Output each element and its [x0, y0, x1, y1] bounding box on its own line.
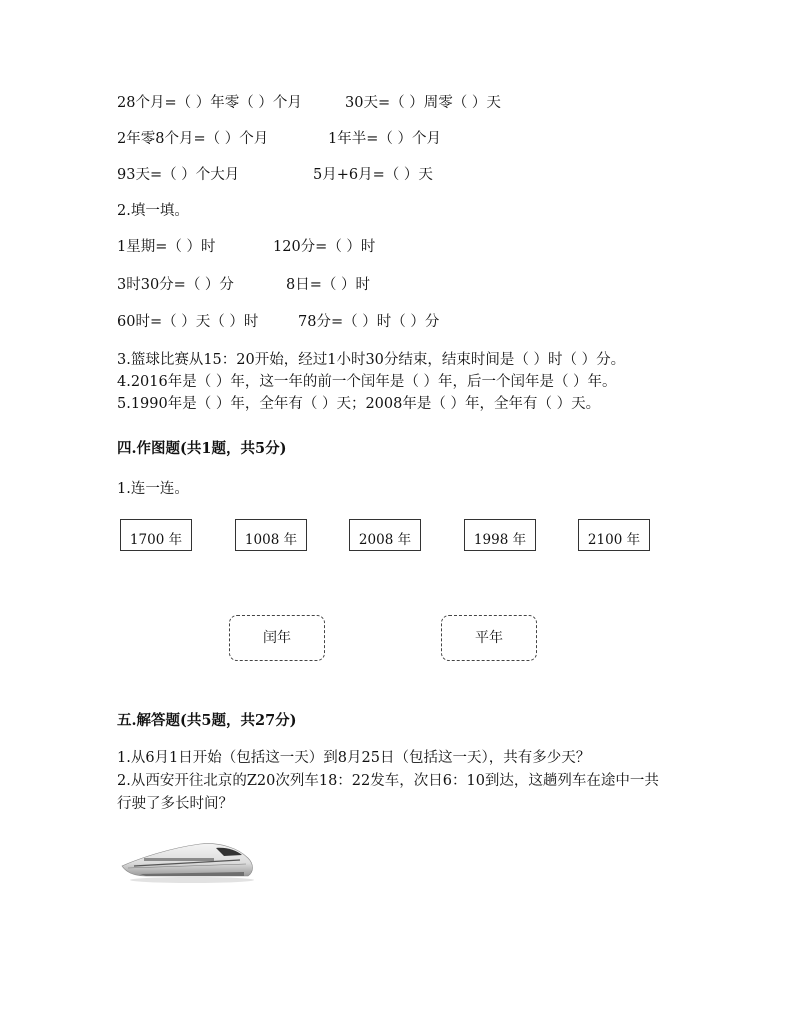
year-box-1998[interactable]: 1998 年 — [464, 519, 536, 551]
year-box-2100[interactable]: 2100 年 — [578, 519, 650, 551]
conversion-years-to-months: 2年零8个月=（ ）个月 — [117, 131, 269, 147]
section-4-question-1: 1.连一连。 — [117, 481, 189, 497]
question-3: 3.篮球比赛从15：20开始，经过1小时30分结束，结束时间是（ ）时（ ）分。 — [117, 352, 626, 368]
year-box-2008[interactable]: 2008 年 — [349, 519, 421, 551]
section-5-question-2-line-1: 2.从西安开往北京的Z20次列车18：22发车，次日6：10到达，这趟列车在途中一共 — [117, 773, 659, 789]
section-5-question-1: 1.从6月1日开始（包括这一天）到8月25日（包括这一天），共有多少天？ — [117, 750, 591, 766]
conversion-may-june-days: 5月+6月=（ ）天 — [313, 167, 433, 183]
conversion-hours-to-minutes: 3时30分=（ ）分 — [117, 277, 234, 293]
category-box-leap-year[interactable]: 闰年 — [229, 615, 325, 661]
section-5-question-2-line-2: 行驶了多长时间？ — [117, 796, 233, 812]
conversion-days-to-big-months: 93天=（ ）个大月 — [117, 167, 240, 183]
conversion-half-year: 1年半=（ ）个月 — [328, 131, 441, 147]
conversion-hours-to-days: 60时=（ ）天（ ）时 — [117, 314, 259, 330]
question-4: 4.2016年是（ ）年，这一年的前一个闰年是（ ）年，后一个闰年是（ ）年。 — [117, 374, 617, 390]
question-2-title: 2.填一填。 — [117, 203, 189, 219]
question-5: 5.1990年是（ ）年，全年有（ ）天；2008年是（ ）年，全年有（ ）天。 — [117, 396, 601, 412]
conversion-months-to-years: 28个月=（ ）年零（ ）个月 — [117, 95, 302, 111]
year-box-1008[interactable]: 1008 年 — [235, 519, 307, 551]
conversion-days-to-weeks: 30天=（ ）周零（ ）天 — [345, 95, 501, 111]
high-speed-train-icon — [120, 836, 256, 886]
section-4-heading: 四.作图题(共1题，共5分) — [117, 440, 287, 457]
category-box-common-year[interactable]: 平年 — [441, 615, 537, 661]
year-box-1700[interactable]: 1700 年 — [120, 519, 192, 551]
conversion-minutes-to-hm: 78分=（ ）时（ ）分 — [298, 314, 440, 330]
conversion-days-to-hours: 8日=（ ）时 — [286, 277, 370, 293]
section-5-heading: 五.解答题(共5题，共27分) — [117, 712, 297, 729]
conversion-minutes-to-hours: 120分=（ ）时 — [273, 239, 376, 255]
conversion-week-to-hours: 1星期=（ ）时 — [117, 239, 216, 255]
